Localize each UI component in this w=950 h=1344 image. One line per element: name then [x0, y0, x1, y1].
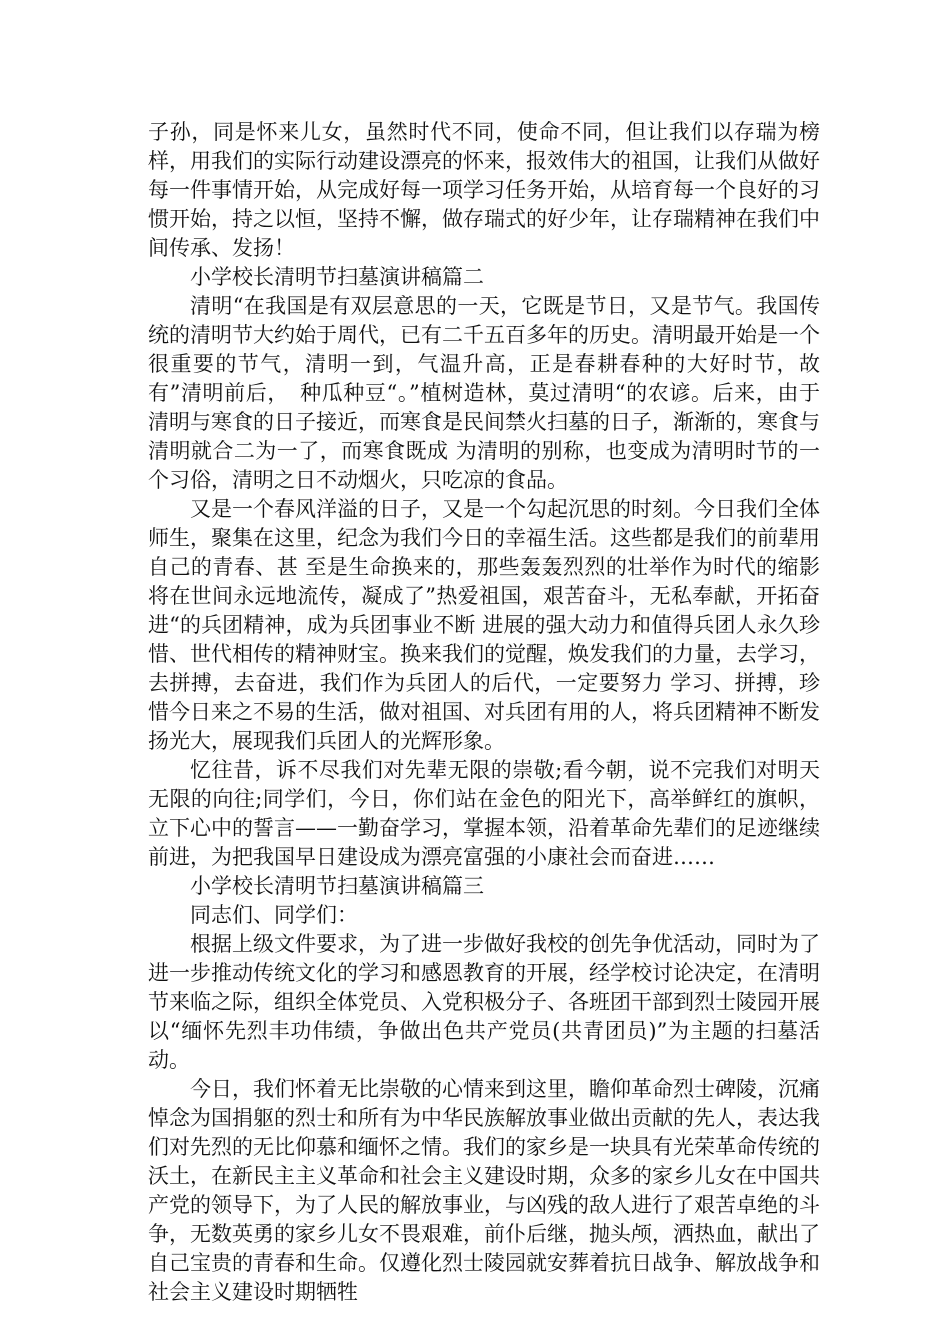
paragraph: 今日，我们怀着无比崇敬的心情来到这里，瞻仰革命烈士碑陵，沉痛悼念为国捐躯的烈士和所有为中华民族解放事业做出贡献的先人，表达我们对先烈的无比仰慕和缅怀之情。我们的家乡是一块具有光荣革命传统的沃土，在新民主主义革命和社会主义建设时期，众多的家乡儿女在中国共产党的领导下，为了人民的解放事业，与凶残的敌人进行了艰苦卓绝的斗争，无数英勇的家乡儿女不畏艰难，前仆后继，抛头颅，洒热血，献出了自己宝贵的青春和生命。仅遵化烈士陵园就安葬着抗日战争、解放战争和社会主义建设时期牺牲 — [148, 1077, 820, 1304]
section-heading-3: 小学校长清明节扫墓演讲稿篇三 — [190, 874, 484, 898]
salutation: 同志们、同学们： — [190, 903, 358, 927]
paragraph: 又是一个春风洋溢的日子，又是一个勾起沉思的时刻。今日我们全体师生，聚集在这里，纪念为我们今日的幸福生活。这些都是我们的前辈用自己的青春、甚 至是生命换来的，那些轰轰烈烈的壮举作为时代的缩影将在世间永远地流传，凝成了”热爱祖国，艰苦奋斗，无私奉献，开拓奋进“的兵团精神，成为兵团事业不断 进展的强大动力和值得兵团人永久珍惜、世代相传的精神财宝。换来我们的觉醒，焕发我们的力量，去学习，去拼搏，去奋进，我们作为兵团人的后代，一定要努力 学习、拼搏，珍惜今日来之不易的生活，做对祖国、对兵团有用的人，将兵团精神不断发扬光大，展现我们兵团人的光辉形象。 — [148, 497, 820, 753]
paragraph-continuation: 子孙，同是怀来儿女，虽然时代不同，使命不同，但让我们以存瑞为榜样，用我们的实际行动建设漂亮的怀来，报效伟大的祖国，让我们从做好每一件事情开始，从完成好每一项学习任务开始，从培育每一个良好的习惯开始，持之以恒，坚持不懈，做存瑞式的好少年，让存瑞精神在我们中间传承、发扬！ — [148, 120, 820, 260]
document-page — [148, 118, 820, 1307]
paragraph: 忆往昔，诉不尽我们对先辈无限的崇敬;看今朝，说不完我们对明天无限的向往;同学们，今日，你们站在金色的阳光下，高举鲜红的旗帜，立下心中的誓言——一勤奋学习，掌握本领，沿着革命先辈们的足迹继续前进，为把我国早日建设成为漂亮富强的小康社会而奋进…… — [148, 758, 820, 869]
section-heading-2: 小学校长清明节扫墓演讲稿篇二 — [190, 265, 484, 289]
paragraph: 清明“在我国是有双层意思的一天，它既是节日，又是节气。我国传统的清明节大约始于周代，已有二千五百多年的历史。清明最开始是一个很重要的节气，清明一到，气温升高，正是春耕春种的大好时节，故有”清明前后， 种瓜种豆“。”植树造林，莫过清明“的农谚。后来，由于清明与寒食的日子接近，而寒食是民间禁火扫墓的日子，渐渐的，寒食与清明就合二为一了，而寒食既成 为清明的别称，也变成为清明时节的一个习俗，清明之日不动烟火，只吃凉的食品。 — [148, 294, 820, 492]
paragraph: 根据上级文件要求，为了进一步做好我校的创先争优活动，同时为了进一步推动传统文化的学习和感恩教育的开展，经学校讨论决定，在清明节来临之际，组织全体党员、入党积极分子、各班团干部到烈士陵园开展以“缅怀先烈丰功伟绩，争做出色共产党员(共青团员)”为主题的扫墓活动。 — [148, 932, 820, 1072]
